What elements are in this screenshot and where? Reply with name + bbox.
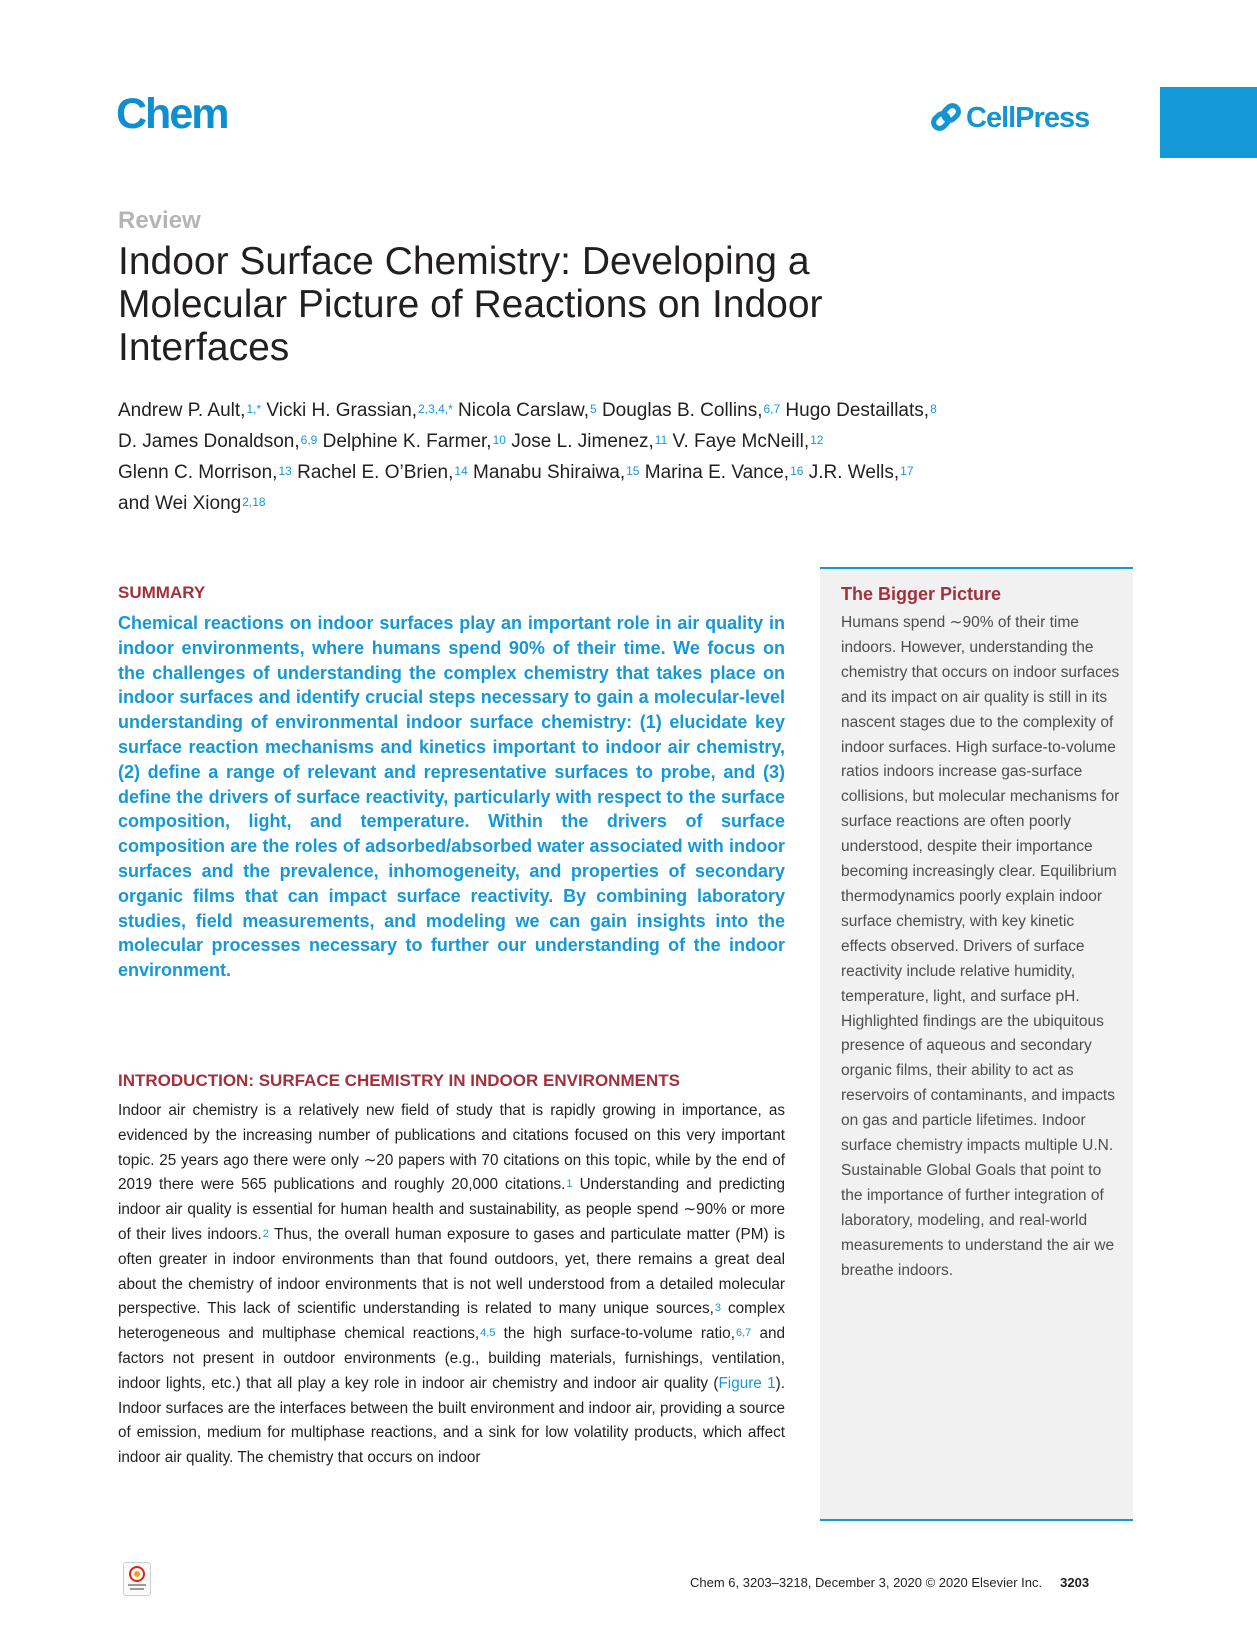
author-affiliation[interactable]: 14 xyxy=(454,464,468,478)
article-title: Indoor Surface Chemistry: Developing a Molecular Picture of Reactions on Indoor Interfaces xyxy=(118,240,823,369)
author-line xyxy=(118,488,1078,519)
intro-text-segment: and factors not present in outdoor environments (e.g., building materials, furnishings, ventilation, indoor lights, etc.) that all play a key role in indoor air chemistry and indoor air quality ( xyxy=(118,1325,785,1392)
author-affiliation[interactable]: 1,* xyxy=(246,402,262,416)
author-name: Jose L. Jimenez, xyxy=(505,431,654,452)
author-line xyxy=(118,395,1078,426)
author-name: Vicki H. Grassian, xyxy=(261,400,418,421)
intro-text-segment: complex heterogeneous and multiphase chemical reactions, xyxy=(118,1300,785,1343)
check-for-updates-badge[interactable] xyxy=(123,1562,151,1596)
journal-logo: Chem xyxy=(116,90,228,138)
introduction-heading: INTRODUCTION: SURFACE CHEMISTRY IN INDOOR ENVIRONMENTS xyxy=(118,1071,680,1090)
intro-text-segment: Thus, the overall human exposure to gases and particulate matter (PM) is often greater in indoor environments than that found outdoors, yet, there remains a great deal about the chemistry of indoor environments that is not well understood from a detailed molecular perspective. This lack of scientific understanding is related to many unique sources, xyxy=(118,1225,785,1318)
summary-heading: SUMMARY xyxy=(118,583,206,602)
intro-text-segment: Indoor air chemistry is a relatively new field of study that is rapidly growing in importance, as evidenced by the increasing number of publications and citations focused on this very important topic. 25 years ago there were only ∼20 papers with 70 citations on this topic, while by the end of 2019 there were 565 publications and roughly 20,000 citations. xyxy=(118,1102,785,1194)
page-number: 3203 xyxy=(1060,1575,1090,1590)
publisher-logo: CellPress xyxy=(966,102,1090,134)
intro-text-segment: the high surface-to-volume ratio, xyxy=(495,1325,735,1343)
author-affiliation[interactable]: 16 xyxy=(790,464,804,478)
page-footer xyxy=(690,1575,1089,1590)
footer-citation: Chem 6, 3203–3218, December 3, 2020 © 2020 Elsevier Inc. xyxy=(690,1575,1043,1590)
author-line xyxy=(118,426,1078,457)
author-name: Marina E. Vance, xyxy=(639,462,790,483)
author-name: Nicola Carslaw, xyxy=(452,400,589,421)
introduction-text xyxy=(118,1099,785,1471)
author-affiliation[interactable]: 6,7 xyxy=(763,402,781,416)
author-affiliation[interactable]: 10 xyxy=(492,433,506,447)
author-affiliation[interactable]: 2,18 xyxy=(242,495,266,509)
article-type: Review xyxy=(118,207,201,234)
author-name: Rachel E. O’Brien, xyxy=(291,462,454,483)
citation-reference[interactable]: 6,7 xyxy=(735,1327,752,1340)
author-affiliation[interactable]: 11 xyxy=(654,433,668,447)
author-list xyxy=(118,395,1078,519)
check-updates-icon xyxy=(124,1563,150,1595)
cellpress-link-icon xyxy=(930,102,962,136)
author-name: V. Faye McNeill, xyxy=(667,431,810,452)
author-name: Glenn C. Morrison, xyxy=(118,462,278,483)
citation-reference[interactable]: 2 xyxy=(262,1227,269,1240)
corner-tab xyxy=(1160,87,1257,158)
author-line xyxy=(118,457,1078,488)
citation-reference[interactable]: 1 xyxy=(566,1178,573,1191)
bigger-picture-text: Humans spend ∼90% of their time indoors. However, understanding the chemistry that occurs on indoor surfaces and its impact on air quality is still in its nascent stages due to the complexity of indoor surfaces. High surface-to-volume ratios indoors increase gas-surface collisions, but molecular mechanisms for surface reactions are often poorly understood, despite their importance becoming increasingly clear. Equilibrium thermodynamics poorly explain indoor surface chemistry, with key kinetic effects observed. Drivers of surface reactivity include relative humidity, temperature, light, and surface pH. Highlighted findings are the ubiquitous presence of aqueous and secondary organic films, their ability to act as reservoirs of contaminants, and impacts on gas and particle lifetimes. Indoor surface chemistry impacts multiple U.N. Sustainable Global Goals that point to the importance of further integration of laboratory, modeling, and real-world measurements to understand the air we breathe indoors. xyxy=(841,614,1120,1279)
figure-link[interactable]: Figure 1 xyxy=(718,1374,776,1392)
intro-text-segment: Understanding and predicting indoor air quality is essential for human health and sustainability, as people spend ∼90% or more of their lives indoors. xyxy=(118,1176,785,1243)
author-name: and Wei Xiong xyxy=(118,493,242,514)
intro-text-segment: ). Indoor surfaces are the interfaces between the built environment and indoor air, providing a source of emission, medium for multiphase reactions, and a sink for low volatility products, which affect indoor air quality. The chemistry that occurs on indoor xyxy=(118,1374,785,1467)
citation-reference[interactable]: 4,5 xyxy=(480,1327,496,1340)
author-affiliation[interactable]: 13 xyxy=(278,464,292,478)
author-affiliation[interactable]: 12 xyxy=(810,433,824,447)
citation-reference[interactable]: 3 xyxy=(714,1302,721,1315)
author-name: Delphine K. Farmer, xyxy=(317,431,492,452)
author-name: Hugo Destaillats, xyxy=(780,400,930,421)
author-name: J.R. Wells, xyxy=(803,462,900,483)
author-name: Andrew P. Ault, xyxy=(118,400,246,421)
author-affiliation[interactable]: 8 xyxy=(930,402,937,416)
author-affiliation[interactable]: 15 xyxy=(626,464,640,478)
author-affiliation[interactable]: 5 xyxy=(589,402,597,416)
author-affiliation[interactable]: 6,9 xyxy=(300,433,318,447)
bigger-picture-heading: The Bigger Picture xyxy=(841,584,1002,604)
author-affiliation[interactable]: 2,3,4,* xyxy=(418,402,453,416)
author-name: Manabu Shiraiwa, xyxy=(467,462,626,483)
summary-text: Chemical reactions on indoor surfaces play an important role in air quality in indoor environments, where humans spend 90% of their time. We focus on the challenges of understanding the complex chemistry that takes place on indoor surfaces and identify crucial steps necessary to gain a molecular-level understanding of environmental indoor surface chemistry: (1) elucidate key surface reaction mechanisms and kinetics important to indoor air chemistry, (2) define a range of relevant and representative surfaces to probe, and (3) define the drivers of surface reactivity, particularly with respect to the surface composition, light, and temperature. Within the drivers of surface composition are the roles of adsorbed/absorbed water associated with indoor surfaces and the prevalence, inhomogeneity, and properties of secondary organic films that can impact surface reactivity. By combining laboratory studies, field measurements, and modeling we can gain insights into the molecular processes necessary to further our understanding of the indoor environment. xyxy=(118,613,785,981)
author-affiliation[interactable]: 17 xyxy=(900,464,914,478)
author-name: Douglas B. Collins, xyxy=(596,400,763,421)
author-name: D. James Donaldson, xyxy=(118,431,300,452)
